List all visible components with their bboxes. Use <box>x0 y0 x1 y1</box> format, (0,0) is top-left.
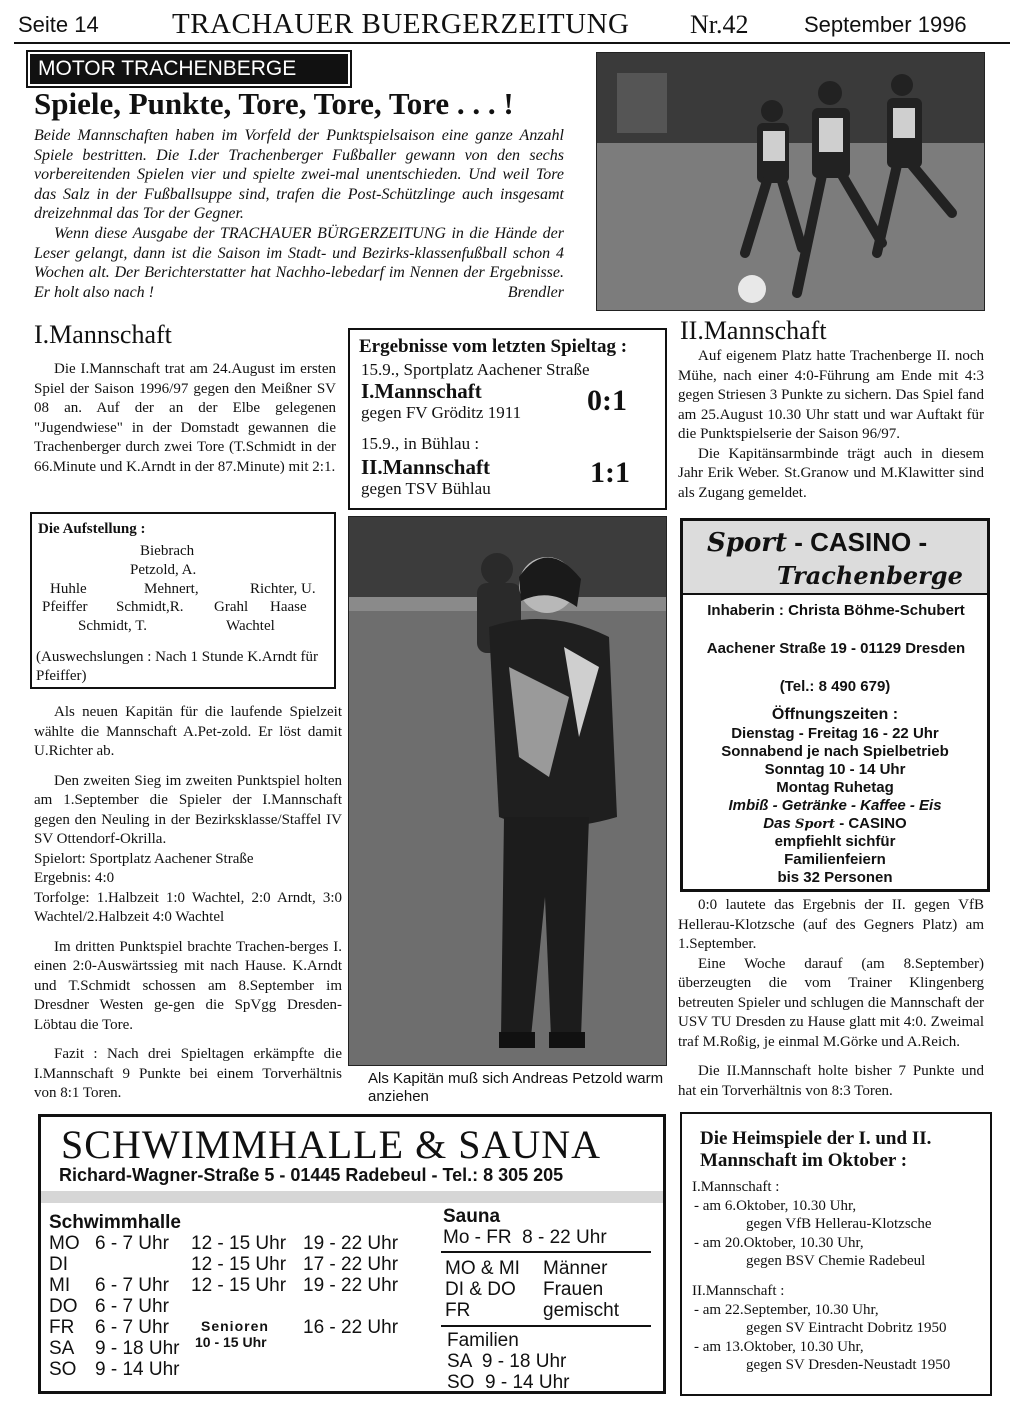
home-games-team1-opp1: gegen VfB Hellerau-Klotzsche <box>746 1216 932 1232</box>
casino-hours-2: Sonnabend je nach Spielbetrieb <box>721 743 949 760</box>
sauna-rule-2 <box>441 1325 651 1327</box>
sauna-momi: MO & MI <box>445 1258 520 1279</box>
sauna-gemischt: gemischt <box>543 1300 620 1321</box>
newspaper-title: TRACHAUER BUERGERZEITUNG <box>172 8 630 40</box>
senioren-time: 10 - 15 Uhr <box>195 1334 267 1350</box>
home-games-box <box>680 1112 992 1396</box>
casino-offerings: Imbiß - Getränke - Kaffee - Eis <box>728 797 942 814</box>
casino-logo-main: - CASINO - <box>794 527 928 557</box>
pool-day: DO <box>49 1296 78 1317</box>
home-games-team2-opp2: gegen SV Dresden-Neustadt 1950 <box>746 1357 951 1373</box>
issue-number: Nr.42 <box>690 10 749 39</box>
results-title: Ergebnisse vom letzten Spieltag : <box>359 336 628 357</box>
casino-logo-line1 <box>707 527 927 558</box>
casino-name-small: - CASINO <box>839 815 907 832</box>
sauna-maenner: Männer <box>543 1258 608 1279</box>
pool-day: FR <box>49 1317 75 1338</box>
casino-hours-3: Sonntag 10 - 14 Uhr <box>764 761 906 778</box>
casino-recommend-line <box>683 815 987 832</box>
casino-hours-1: Dienstag - Freitag 16 - 22 Uhr <box>731 725 939 742</box>
sauna-heading: Sauna <box>443 1206 501 1227</box>
photo-caption: Als Kapitän muß sich Andreas Petzold warm anziehen <box>368 1070 664 1105</box>
casino-hours-title: Öffnungszeiten : <box>771 706 899 723</box>
schwimmhalle-ad <box>38 1114 666 1394</box>
mann1-ergebnis: Ergebnis: 4:0 <box>34 870 115 886</box>
pool-row <box>49 1359 398 1380</box>
pool-day: MO <box>49 1233 80 1254</box>
results-date1: 15.9., Sportplatz Aachener Straße <box>361 360 590 379</box>
intro-author: Brendler <box>507 283 564 301</box>
casino-hours-4: Montag Ruhetag <box>776 779 894 796</box>
mann2-column-bottom <box>678 896 984 1101</box>
home-games-team2: II.Mannschaft : <box>692 1283 785 1299</box>
lineup-title: Die Aufstellung : <box>38 521 146 537</box>
pool-time-b <box>191 1359 303 1380</box>
results-team2: II.Mannschaft <box>361 455 490 479</box>
sauna-frauen: Frauen <box>543 1279 604 1300</box>
pool-time-c: 16 - 22 Uhr <box>303 1317 399 1338</box>
pool-time-a: 6 - 7 Uhr <box>95 1275 169 1296</box>
mann2-paragraph-2: Die Kapitänsarmbinde trägt auch in diesem Jahr Erik Weber. St.Granow und M.Klawitter sind als Zugang gemeldet. <box>678 445 984 501</box>
results-box <box>348 328 667 510</box>
mann2-paragraph-5: Die II.Mannschaft holte bisher 7 Punkte und hat ein Torverhältnis von 8:3 Toren. <box>678 1063 984 1099</box>
lineup-note: (Auswechslungen : Nach 1 Stunde K.Arndt für Pfeiffer) <box>36 649 319 684</box>
pool-time-b: 12 - 15 Uhr <box>191 1254 287 1275</box>
section-label: MOTOR TRACHENBERGE <box>30 54 348 84</box>
home-games-team1: I.Mannschaft : <box>692 1179 780 1195</box>
results-team1: I.Mannschaft <box>361 379 482 403</box>
pool-day: SA <box>49 1338 75 1359</box>
senioren-label: Senioren <box>201 1318 269 1334</box>
mann2-column-top <box>678 347 984 503</box>
mann1-column-bottom <box>34 703 342 1104</box>
lineup-l4d: Haase <box>270 599 307 615</box>
mann1-column-top <box>34 360 336 477</box>
lineup-l4c: Grahl <box>214 599 249 615</box>
casino-recommend-2: empfiehlt sichfür <box>774 833 896 850</box>
intro-text <box>34 126 564 302</box>
mann2-paragraph-3: 0:0 lautete das Ergebnis der II. gegen VfB Hellerau-Klotzsche (auf des Gegners Platz) am 1.September. <box>678 897 984 952</box>
lineup-line2: Petzold, A. <box>130 562 197 578</box>
mann1-torfolge: Torfolge: 1.Halbzeit 1:0 Wachtel, 2:0 Arndt, 3:0 Wachtel/2.Halbzeit 4:0 Wachtel <box>34 889 342 925</box>
lineup-l5b: Wachtel <box>226 618 275 634</box>
casino-logo-script: Sport <box>707 528 788 558</box>
pool-time-c: 19 - 22 Uhr <box>303 1275 399 1296</box>
header-rule <box>14 42 1010 44</box>
mann2-paragraph-1: Auf eigenem Platz hatte Trachenberge II. noch Mühe, nach einer 4:0-Führung am Ende mit 4:3 gegen Striesen 3 Punkte zu sichern. Das Spiel fand am 25.August 10.30 Uhr statt und war Auftakt für die Punktspielserie der Saison 96/97. <box>678 348 984 442</box>
pool-heading: Schwimmhalle <box>49 1212 181 1233</box>
schwimmhalle-title: SCHWIMMHALLE & SAUNA <box>61 1122 601 1167</box>
schwimmhalle-divider <box>41 1191 663 1203</box>
pool-time-c: 19 - 22 Uhr <box>303 1233 399 1254</box>
mann1-spielort: Spielort: Sportplatz Aachener Straße <box>34 850 254 867</box>
mann1-paragraph-4: Im dritten Punktspiel brachte Trachen-berges I. einen 2:0-Auswärtssieg mit nach Hause. K.Arndt und T.Schmidt schossen am 8.September im Dresdner Westen ge-gen die SpVgg Dresden-Löbtau die Tore. <box>34 938 342 1033</box>
casino-das: Das <box>763 815 791 832</box>
pool-time-b <box>191 1296 303 1317</box>
pool-time-b: 12 - 15 Uhr <box>191 1275 287 1296</box>
pool-time-a: 9 - 18 Uhr <box>95 1338 180 1359</box>
casino-recommend-3: Familienfeiern <box>784 851 886 868</box>
pool-time-a: 6 - 7 Uhr <box>95 1233 169 1254</box>
pool-time-a: 6 - 7 Uhr <box>95 1296 169 1317</box>
lineup-l4a: Pfeiffer <box>42 599 88 615</box>
sauna-dido: DI & DO <box>445 1279 516 1300</box>
mann1-paragraph-1: Die I.Mannschaft trat am 24.August im ersten Spiel der Saison 1996/97 gegen den Meißner SV 08 an. Auf der an der Elbe gelegenen "Jugendwiese" in der Domstadt gewannen die Trachenberger durch zwei Tore (T.Schmidt in der 66.Minute und K.Arndt in der 87.Minute) mit 2:1. <box>34 361 336 475</box>
results-date2: 15.9., in Bühlau : <box>361 434 480 453</box>
sauna-saturday: SA 9 - 18 Uhr <box>447 1351 567 1372</box>
schwimmhalle-address: Richard-Wagner-Straße 5 - 01445 Radebeul - Tel.: 8 305 205 <box>59 1165 564 1185</box>
pool-time-a: 9 - 14 Uhr <box>95 1359 180 1380</box>
sauna-weekday-hours: Mo - FR 8 - 22 Uhr <box>443 1227 607 1248</box>
home-games-team1-date1: - am 6.Oktober, 10.30 Uhr, <box>694 1198 857 1214</box>
results-score1: 0:1 <box>587 384 627 417</box>
pool-row <box>49 1296 398 1317</box>
captain-photo <box>348 516 667 1066</box>
pool-day: MI <box>49 1275 71 1296</box>
pool-row <box>49 1254 398 1275</box>
page-number: Seite 14 <box>18 12 99 37</box>
home-games-team2-date1: - am 22.September, 10.30 Uhr, <box>694 1302 879 1318</box>
results-opponent2: gegen TSV Bühlau <box>361 479 491 498</box>
casino-logo-place: Trachenberge <box>777 561 963 590</box>
casino-phone: (Tel.: 8 490 679) <box>779 678 891 695</box>
intro-paragraph-2: Wenn diese Ausgabe der TRACHAUER BÜRGERZEITUNG in die Hände der Leser gelangt, dann ist die Saison im Stadt- und Bezirks-klassenfußball schon 4 Wochen alt. Der Berichterstatter hat Nachho-lebedarf im Nennen der Ergebnisse. Er holt also nach ! <box>34 224 564 301</box>
casino-logo-bar <box>683 521 987 595</box>
sauna-fr: FR <box>445 1300 471 1321</box>
home-games-team1-opp2: gegen BSV Chemie Radebeul <box>746 1253 926 1269</box>
pool-time-a: 6 - 7 Uhr <box>95 1317 169 1338</box>
home-games-team2-date2: - am 13.Oktober, 10.30 Uhr, <box>694 1339 864 1355</box>
pool-schedule <box>49 1233 398 1380</box>
pool-time-a <box>95 1254 191 1275</box>
mann2-heading: II.Mannschaft <box>680 316 827 345</box>
mann1-paragraph-2: Als neuen Kapitän für die laufende Spielzeit wählte die Mannschaft A.Pet-zold. Er löst damit U.Richter ab. <box>34 704 342 759</box>
lineup-keeper: Biebrach <box>140 543 195 559</box>
lineup-l3a: Huhle <box>50 581 87 597</box>
lineup-l3b: Mehnert, <box>144 581 199 597</box>
home-games-title: Die Heimspiele der I. und II. Mannschaft im Oktober : <box>700 1128 932 1171</box>
pool-day: SO <box>49 1359 77 1380</box>
mann1-heading: I.Mannschaft <box>34 320 172 349</box>
lineup-l5a: Schmidt, T. <box>78 618 148 634</box>
headline: Spiele, Punkte, Tore, Tore, Tore . . . ! <box>34 86 514 121</box>
sauna-rule-1 <box>441 1251 651 1253</box>
home-games-team2-opp1: gegen SV Eintracht Dobritz 1950 <box>746 1320 947 1336</box>
casino-address: Aachener Straße 19 - 01129 Dresden <box>706 640 966 657</box>
casino-recommend-4: bis 32 Personen <box>777 869 893 886</box>
intro-paragraph-1: Beide Mannschaften haben im Vorfeld der Punktspielsaison eine ganze Anzahl Spiele bestritten. Die I.der Trachenberger Fußballer gewann von den sechs vorbereitenden Spielen vier und spielte zwei-mal unentschieden. Und weil Tore das Salz in der Fußballsuppe sind, trafen die Post-Schützlinge auch insgesamt dreizehnmal das Tor der Gegner. <box>34 127 564 223</box>
pool-time-c: 17 - 22 Uhr <box>303 1254 399 1275</box>
pool-day: DI <box>49 1254 68 1275</box>
pool-row <box>49 1275 398 1296</box>
sauna-familien: Familien <box>447 1330 519 1351</box>
pool-time-b: 12 - 15 Uhr <box>191 1233 287 1254</box>
results-opponent1: gegen FV Gröditz 1911 <box>361 403 522 422</box>
home-games-team1-date2: - am 20.Oktober, 10.30 Uhr, <box>694 1235 864 1251</box>
results-score2: 1:1 <box>590 456 630 489</box>
casino-ad <box>680 518 990 892</box>
mann1-paragraph-3: Den zweiten Sieg im zweiten Punktspiel holten am 1.September die Spieler der I.Mannschaft gegen den Neuling in der Bezirksklasse/Staffel IV SV Ottendorf-Okrilla. <box>34 772 342 847</box>
lineup-l3c: Richter, U. <box>250 581 316 597</box>
lineup-l4b: Schmidt,R. <box>116 599 184 615</box>
mann2-paragraph-4: Eine Woche darauf (am 8.September) überzeugten die vom Trainer Klingenberg betreuten Spieler und schlugen die Mannschaft der USV TU Dresden zu Hause glatt mit 4:0. Zweimal traf M.Roßig, je einmal M.Görke und A.Reich. <box>678 955 984 1050</box>
sauna-sunday: SO 9 - 14 Uhr <box>447 1372 570 1393</box>
casino-owner: Inhaberin : Christa Böhme-Schubert <box>707 602 965 619</box>
casino-script-small: Sport <box>795 817 836 832</box>
football-match-photo <box>596 52 985 311</box>
lineup-box <box>30 512 336 689</box>
pool-row <box>49 1233 398 1254</box>
issue-date: September 1996 <box>804 12 967 37</box>
mann1-paragraph-5: Fazit : Nach drei Spieltagen erkämpfte die I.Mannschaft 9 Punkte bei einem Torverhältnis von 8:1 Toren. <box>34 1046 342 1101</box>
